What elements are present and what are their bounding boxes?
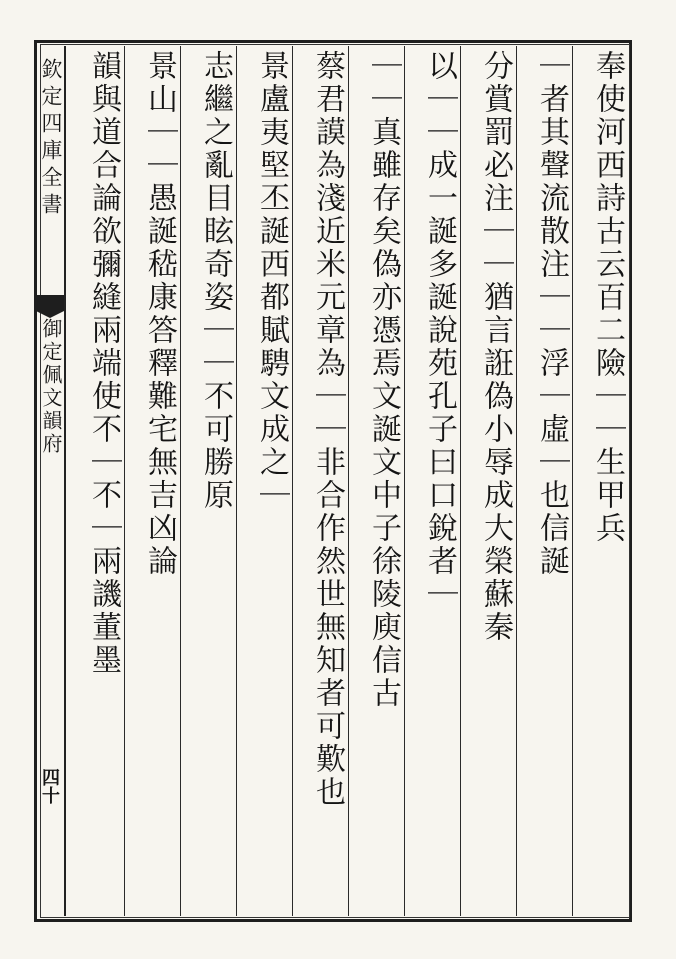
column-rule [516, 46, 517, 916]
column-rule [404, 46, 405, 916]
book-title: 欽定四庫全書 [39, 58, 63, 220]
column-rule [180, 46, 181, 916]
text-column-5: ｜｜真雖存矣偽亦憑焉文誕文中子徐陵庾信古 [366, 50, 401, 710]
text-column-6: 蔡君謨為淺近米元章為｜｜非合作然世無知者可歎也 [310, 50, 345, 809]
text-body [66, 46, 628, 916]
text-column-4: 以｜｜成一誕多誕說苑孔子曰口銳者｜ [422, 50, 457, 611]
column-rule [460, 46, 461, 916]
text-column-1: 奉使河西詩古云百二險｜｜生甲兵 [590, 50, 625, 545]
text-column-9: 景山｜｜愚誕嵇康答釋難宅無吉凶論 [142, 50, 177, 578]
column-rule [236, 46, 237, 916]
text-column-7: 景盧夷堅丕誕西都賦騁文成之｜ [254, 50, 289, 512]
column-rule [348, 46, 349, 916]
text-column-10: 韻與道合論欲彌縫兩端使不｜不｜兩譏董墨 [86, 50, 121, 677]
column-rule [292, 46, 293, 916]
text-column-2: ｜者其聲流散注｜｜浮｜虛｜也信誕 [534, 50, 569, 578]
column-rule [124, 46, 125, 916]
column-rule [572, 46, 573, 916]
fishtail-mark [36, 295, 64, 311]
page-number: 四十 [39, 768, 60, 804]
text-column-8: 志繼之亂目眩奇姿｜｜不可勝原 [198, 50, 233, 512]
section-title: 御定佩文韻府 [39, 318, 63, 456]
text-column-3: 分賞罰必注｜｜猶言誑偽小辱成大榮蘇秦 [478, 50, 513, 644]
